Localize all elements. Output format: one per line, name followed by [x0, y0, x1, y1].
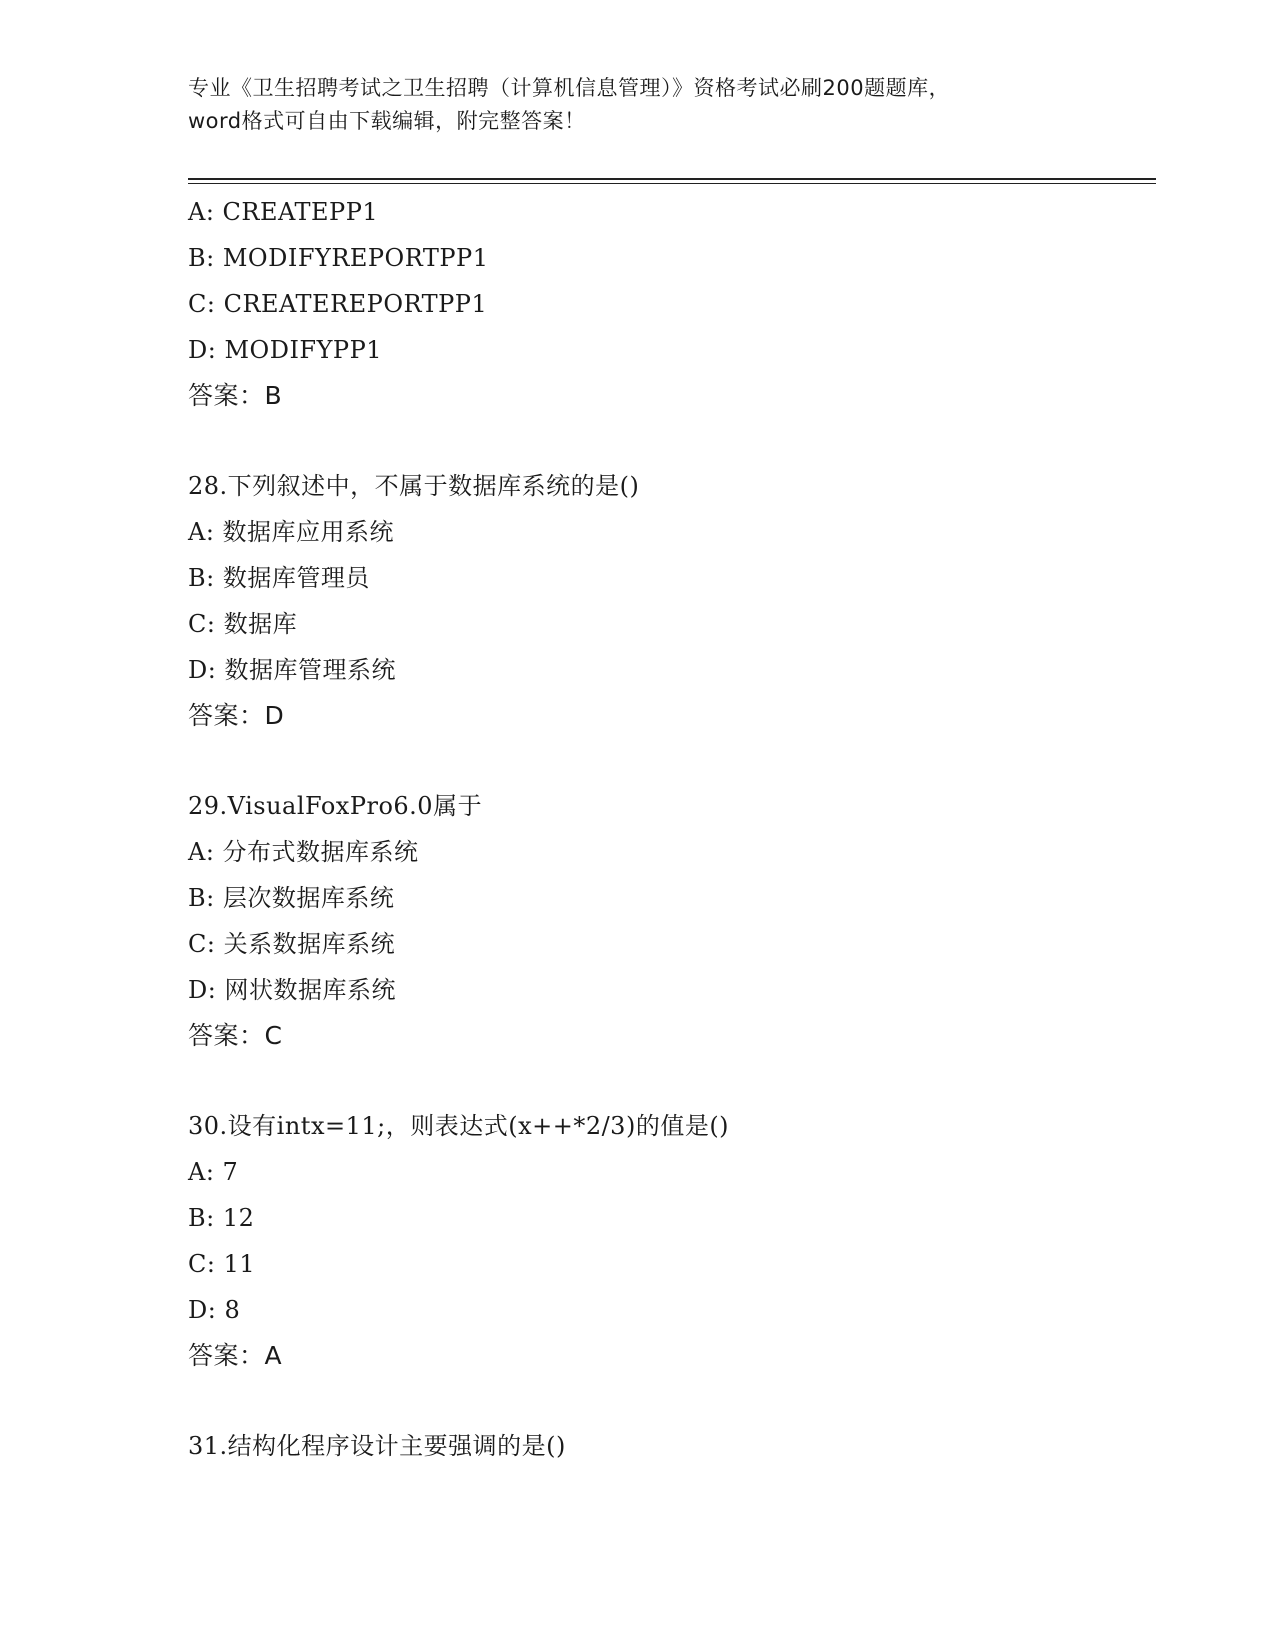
option-b: B: 数据库管理员: [188, 564, 370, 592]
question-text: 30.设有intx=11;，则表达式(x++*2/3)的值是(): [188, 1112, 730, 1140]
question-29-block: [188, 783, 1148, 1059]
answer-line: 答案：B: [188, 381, 283, 410]
spacer: [188, 419, 1148, 463]
option-d: D: 数据库管理系统: [188, 656, 396, 684]
question-list: [188, 189, 1148, 1469]
option-a: A: 数据库应用系统: [188, 518, 395, 546]
spacer: [188, 1059, 1148, 1103]
option-b: B: MODIFYREPORTPP1: [188, 244, 489, 272]
spacer: [188, 739, 1148, 783]
option-c: C: 11: [188, 1250, 256, 1278]
option-a: A: 分布式数据库系统: [188, 838, 419, 866]
option-a: A: CREATEPP1: [188, 198, 379, 226]
option-c: C: 数据库: [188, 610, 298, 638]
question-text: 29.VisualFoxPro6.0属于: [188, 792, 483, 820]
option-b: B: 层次数据库系统: [188, 884, 395, 912]
option-c: C: CREATEREPORTPP1: [188, 290, 488, 318]
header-line-2: word格式可自由下载编辑，附完整答案！: [188, 109, 586, 133]
option-d: D: MODIFYPP1: [188, 336, 382, 364]
spacer: [188, 1379, 1148, 1423]
option-d: D: 网状数据库系统: [188, 976, 396, 1004]
option-b: B: 12: [188, 1204, 255, 1232]
question-text: 28.下列叙述中，不属于数据库系统的是(): [188, 472, 640, 500]
header-divider-thick: [188, 178, 1156, 180]
header-line-1: 专业《卫生招聘考试之卫生招聘（计算机信息管理）》资格考试必刷200题题库，: [188, 76, 951, 100]
option-d: D: 8: [188, 1296, 241, 1324]
question-31-block: [188, 1423, 1148, 1469]
question-text: 31.结构化程序设计主要强调的是(): [188, 1432, 566, 1460]
answer-line: 答案：D: [188, 701, 285, 730]
document-header: [188, 72, 1088, 138]
answer-line: 答案：A: [188, 1341, 283, 1370]
option-a: A: 7: [188, 1158, 239, 1186]
option-c: C: 关系数据库系统: [188, 930, 396, 958]
question-28-block: [188, 463, 1148, 739]
header-divider-thin: [188, 183, 1156, 184]
question-30-block: [188, 1103, 1148, 1379]
question-27-block: [188, 189, 1148, 419]
answer-line: 答案：C: [188, 1021, 283, 1050]
